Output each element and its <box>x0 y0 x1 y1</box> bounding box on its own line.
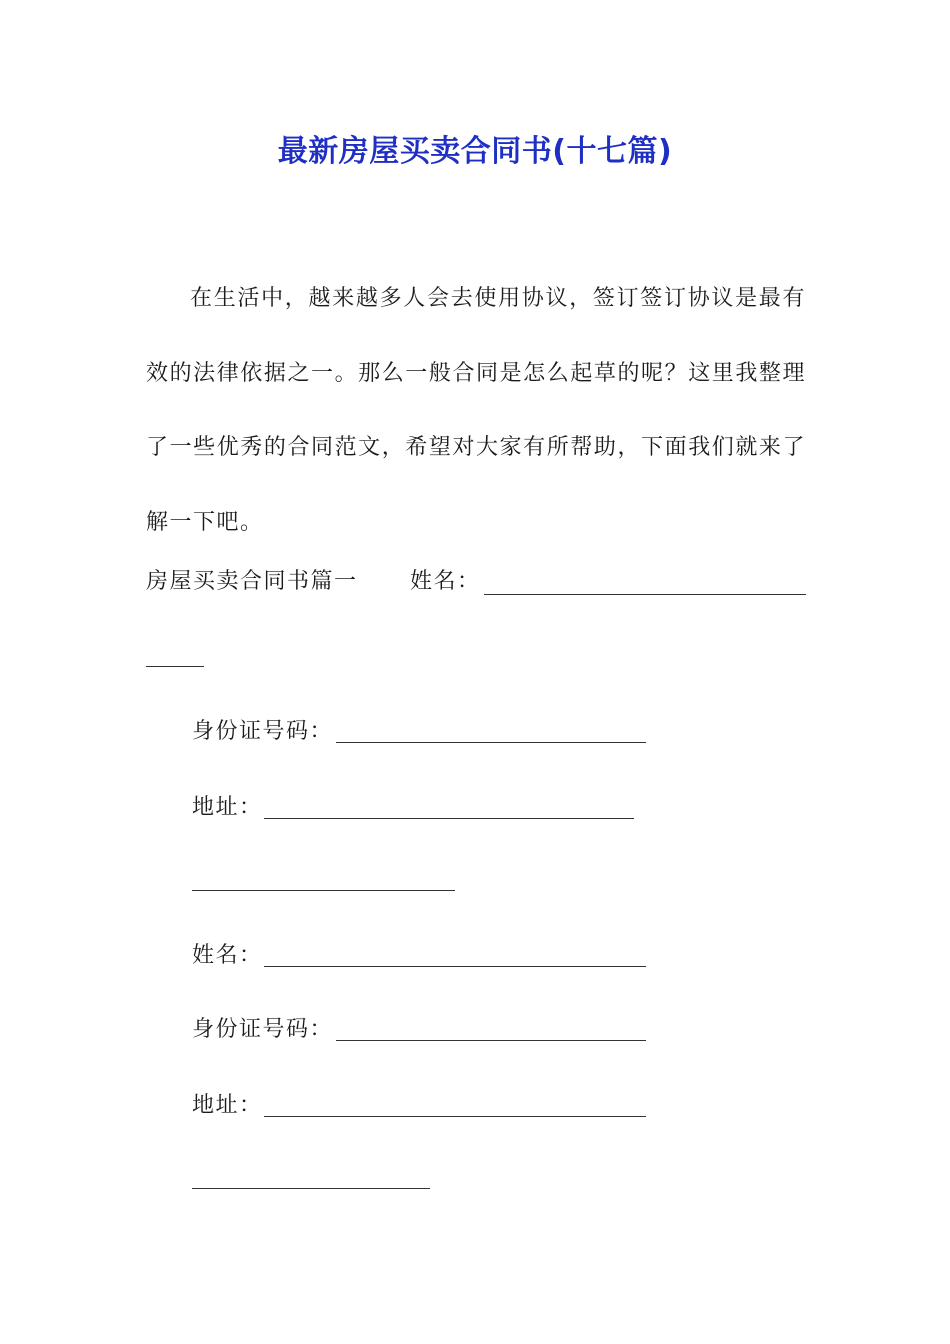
intro-paragraph: 在生活中，越来越多人会去使用协议，签订签订协议是最有效的法律依据之一。那么一般合同是怎么起草的呢？这里我整理了一些优秀的合同范文，希望对大家有所帮助，下面我们就来了解一下吧。 <box>146 286 806 535</box>
section-heading: 房屋买卖合同书篇一 <box>146 569 358 594</box>
buyer-address-blank <box>264 1116 646 1117</box>
seller-address-label: 地址： <box>192 795 263 820</box>
seller-name-blank-continued <box>146 666 204 667</box>
seller-id-label: 身份证号码： <box>192 719 334 744</box>
buyer-address-label: 地址： <box>192 1093 263 1118</box>
seller-address-blank <box>264 818 634 819</box>
document-title: 最新房屋买卖合同书(十七篇) <box>277 134 673 169</box>
buyer-name-blank <box>264 966 646 967</box>
seller-address-blank-continued <box>192 890 455 891</box>
buyer-id-blank <box>336 1040 646 1041</box>
seller-name-blank <box>484 594 806 595</box>
seller-id-blank <box>336 742 646 743</box>
buyer-name-label: 姓名： <box>192 943 263 968</box>
buyer-id-label: 身份证号码： <box>192 1017 334 1042</box>
buyer-address-blank-continued <box>192 1188 430 1189</box>
seller-name-label: 姓名： <box>410 569 481 594</box>
